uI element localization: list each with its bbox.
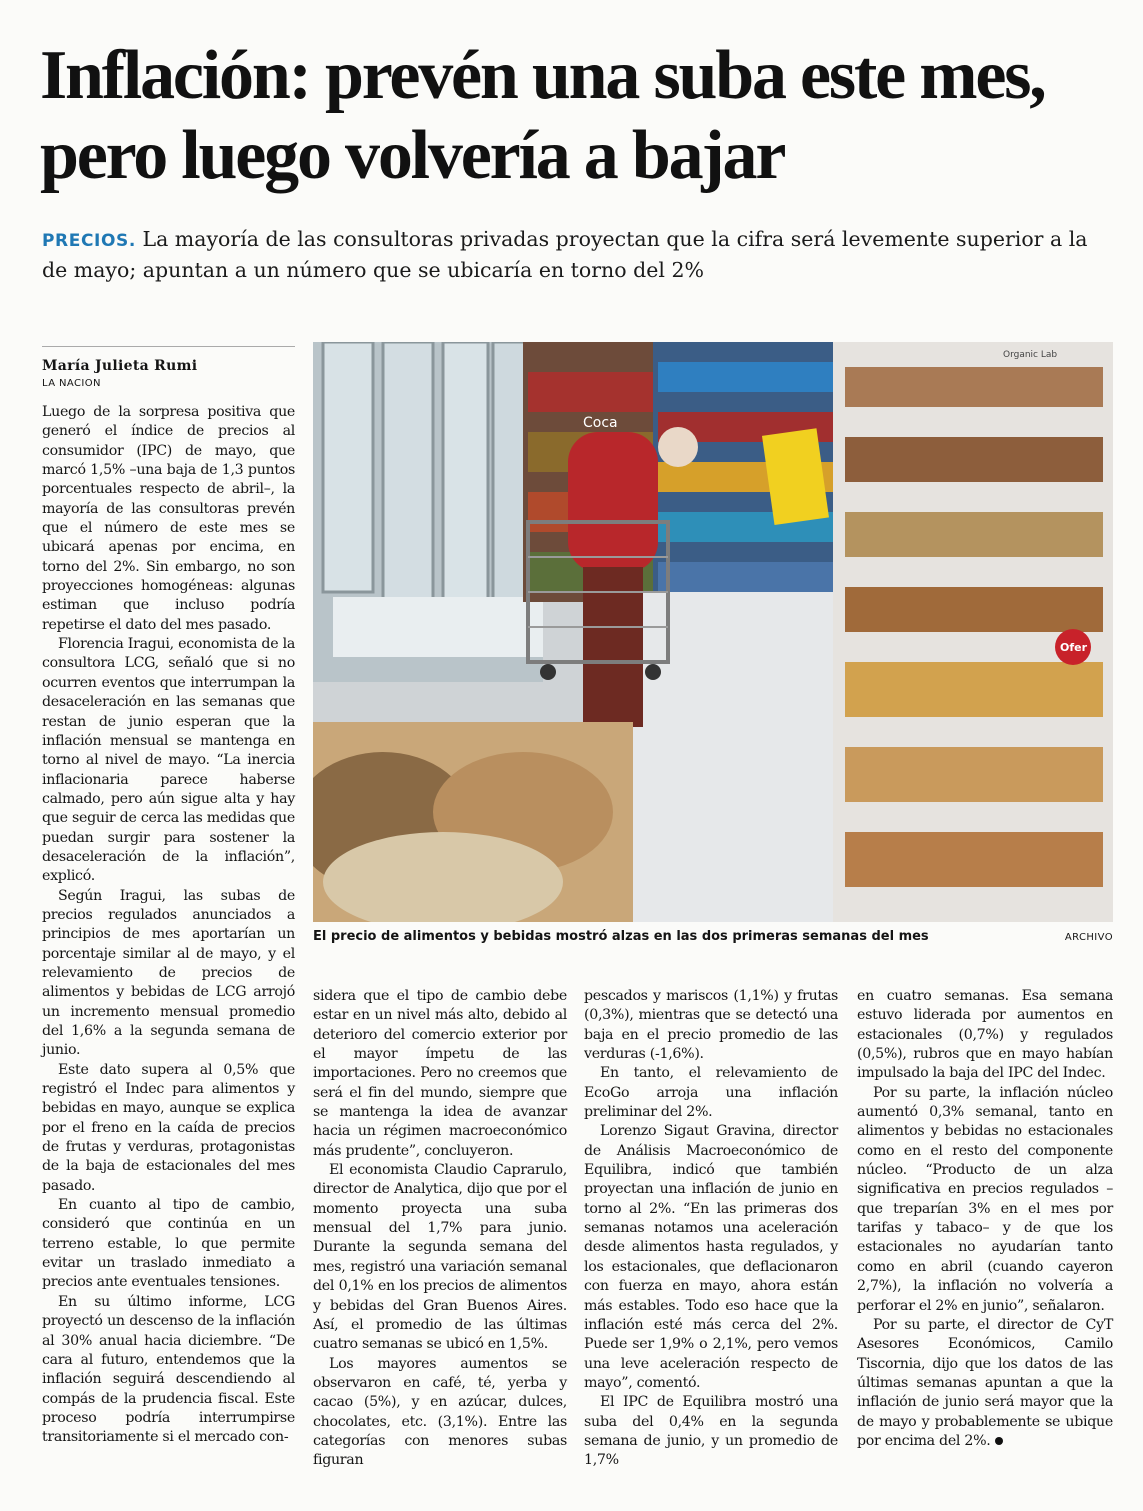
cola-sign-text: Coca: [583, 415, 618, 431]
paragraph: Florencia Iragui, economista de la consultora LCG, señaló que si no ocurren eventos que interrumpan la desaceleración en las semanas que restan de junio esperan que la inflación mensual se mantenga en torno al nivel de mayo. “La inercia inflacionaria parece haberse calmado, pero aún sigue alta y hay que seguir de cerca las medidas que puedan surgir para sostener la desaceleración de la inflación”, explicó.: [42, 636, 295, 885]
paragraph: Lorenzo Sigaut Gravina, director de Análisis Macroeconómico de Equilibra, indicó que también proyectan una inflación de junio en torno al 2%. “En las primeras dos semanas notamos una aceleración desde alimentos hasta regulados, y los estacionales, que deflacionaron con fuerza en mayo, ahora están más estables. Todo eso hace que la inflación esté más cerca del 2%. Puede ser 1,9% o 2,1%, pero vemos una leve aceleración respecto de mayo”, comentó.: [584, 1123, 838, 1391]
paragraph: En tanto, el relevamiento de EcoGo arroja una inflación preliminar del 2%.: [584, 1065, 838, 1121]
paragraph: Este dato supera al 0,5% que registró el Indec para alimentos y bebidas en mayo, aunque se explica por el freno en la caída de precios de frutas y verduras, protagonistas de la baja de estacionales del mes pasado.: [42, 1061, 295, 1194]
paragraph: En cuanto al tipo de cambio, consideró que continúa en un terreno estable, lo que permite evitar un traslado inmediato a precios ante eventuales tensiones.: [42, 1197, 295, 1291]
article-column-3: [584, 987, 838, 1471]
paragraph: En su último informe, LCG proyectó un descenso de la inflación al 30% anual hacia diciembre. “De cara al futuro, entendemos que la inflación seguirá descendiendo al compás de la prudencia fiscal. Este proceso podría interrumpirse transitoriamente si el mercado con-: [42, 1293, 295, 1446]
paragraph: pescados y mariscos (1,1%) y frutas (0,3%), mientras que se detectó una baja en el precio promedio de las verduras (-1,6%).: [584, 988, 838, 1063]
article-column-1: [42, 403, 295, 1448]
paragraph: [857, 1316, 1113, 1451]
paragraph: El IPC de Equilibra mostró una suba del 0,4% en la segunda semana de junio, y un promedio de 1,7%: [584, 1394, 838, 1469]
offer-sign-text: Ofer: [1060, 641, 1088, 654]
headline: Inflación: prevén una suba este mes, pero luego volvería a bajar: [40, 37, 1045, 194]
paragraph: Por su parte, la inflación núcleo aumentó 0,3% semanal, tanto en alimentos y bebidas no estacionales como en el resto del componente núcleo. “Producto de un alza significativa en precios regulados –que treparían 3% en el mes por tarifas y tabaco– y de que los estacionales no ayudarían tanto como en abril (cuando cayeron 2,7%), la inflación no volvería a perforar el 2% en junio”, señalaron.: [857, 1084, 1113, 1314]
paragraph: sidera que el tipo de cambio debe estar en un nivel más alto, debido al deterioro del comercio exterior por el mayor ímpetu de las importaciones. Pero no creemos que será el fin del mundo, siempre que se mantenga la idea de avanzar hacia un régimen macroeconómico más prudente”, concluyeron.: [313, 988, 567, 1159]
paragraph: Según Iragui, las subas de precios regulados anunciados a principios de mes aportarían un porcentaje similar al de mayo, y el relevamiento de precios de alimentos y bebidas de LCG arrojó un incremento mensual promedio del 1,6% a la segunda semana de junio.: [42, 887, 295, 1059]
photo-credit: ARCHIVO: [1064, 932, 1113, 943]
deck: [42, 225, 1102, 285]
supermarket-photo: [313, 342, 1113, 922]
byline-rule: [42, 346, 295, 347]
byline-organization: LA NACION: [42, 378, 101, 389]
article-column-4: [857, 987, 1113, 1451]
paragraph: en cuatro semanas. Esa semana estuvo liderada por aumentos en estacionales (0,7%) y regulados (0,5%), rubros que en mayo habían impulsado la baja del IPC del Indec.: [857, 988, 1113, 1082]
deck-kicker: PRECIOS.: [42, 231, 136, 251]
paragraph: El economista Claudio Caprarulo, director de Analytica, dijo que por el momento proyecta una suba mensual del 1,7% para junio. Durante la segunda semana del mes, registró una variación semanal del 0,1% en los precios de alimentos y bebidas del Gran Buenos Aires. Así, el promedio de las últimas cuatro semanas se ubicó en 1,5%.: [313, 1162, 567, 1353]
paragraph: Los mayores aumentos se observaron en café, té, yerba y cacao (5%), y en azúcar, dulces, chocolates, etc. (3,1%). Entre las categorías con menores subas figuran: [313, 1355, 567, 1469]
final-paragraph-text: Por su parte, el director de CyT Asesores Económicos, Camilo Tiscornia, dijo que los datos de las últimas semanas apuntan a que la inflación de junio será mayor que la de mayo y probablemente se ubique por encima del 2%.: [857, 1316, 1113, 1449]
deck-text: La mayoría de las consultoras privadas proyectan que la cifra será levemente superior a la de mayo; apuntan a un número que se ubicaría en torno del 2%: [42, 227, 1088, 282]
photo-caption: El precio de alimentos y bebidas mostró alzas en las dos primeras semanas del mes: [313, 929, 929, 944]
paragraph: Luego de la sorpresa positiva que generó el índice de precios al consumidor (IPC) de mayo, que marcó 1,5% –una baja de 1,3 puntos porcentuales respecto de abril–, la mayoría de las consultoras prevén que el número de este mes se ubicará apenas por encima, en torno del 2%. Sin embargo, no son proyecciones homogéneas: algunas estiman que incluso podría repetirse el dato del mes pasado.: [42, 404, 295, 633]
article-column-2: [313, 987, 567, 1471]
shelf-label-text: Organic Lab: [1003, 350, 1058, 360]
end-of-article-mark: [995, 1437, 1003, 1445]
byline-author: María Julieta Rumi: [42, 358, 198, 374]
